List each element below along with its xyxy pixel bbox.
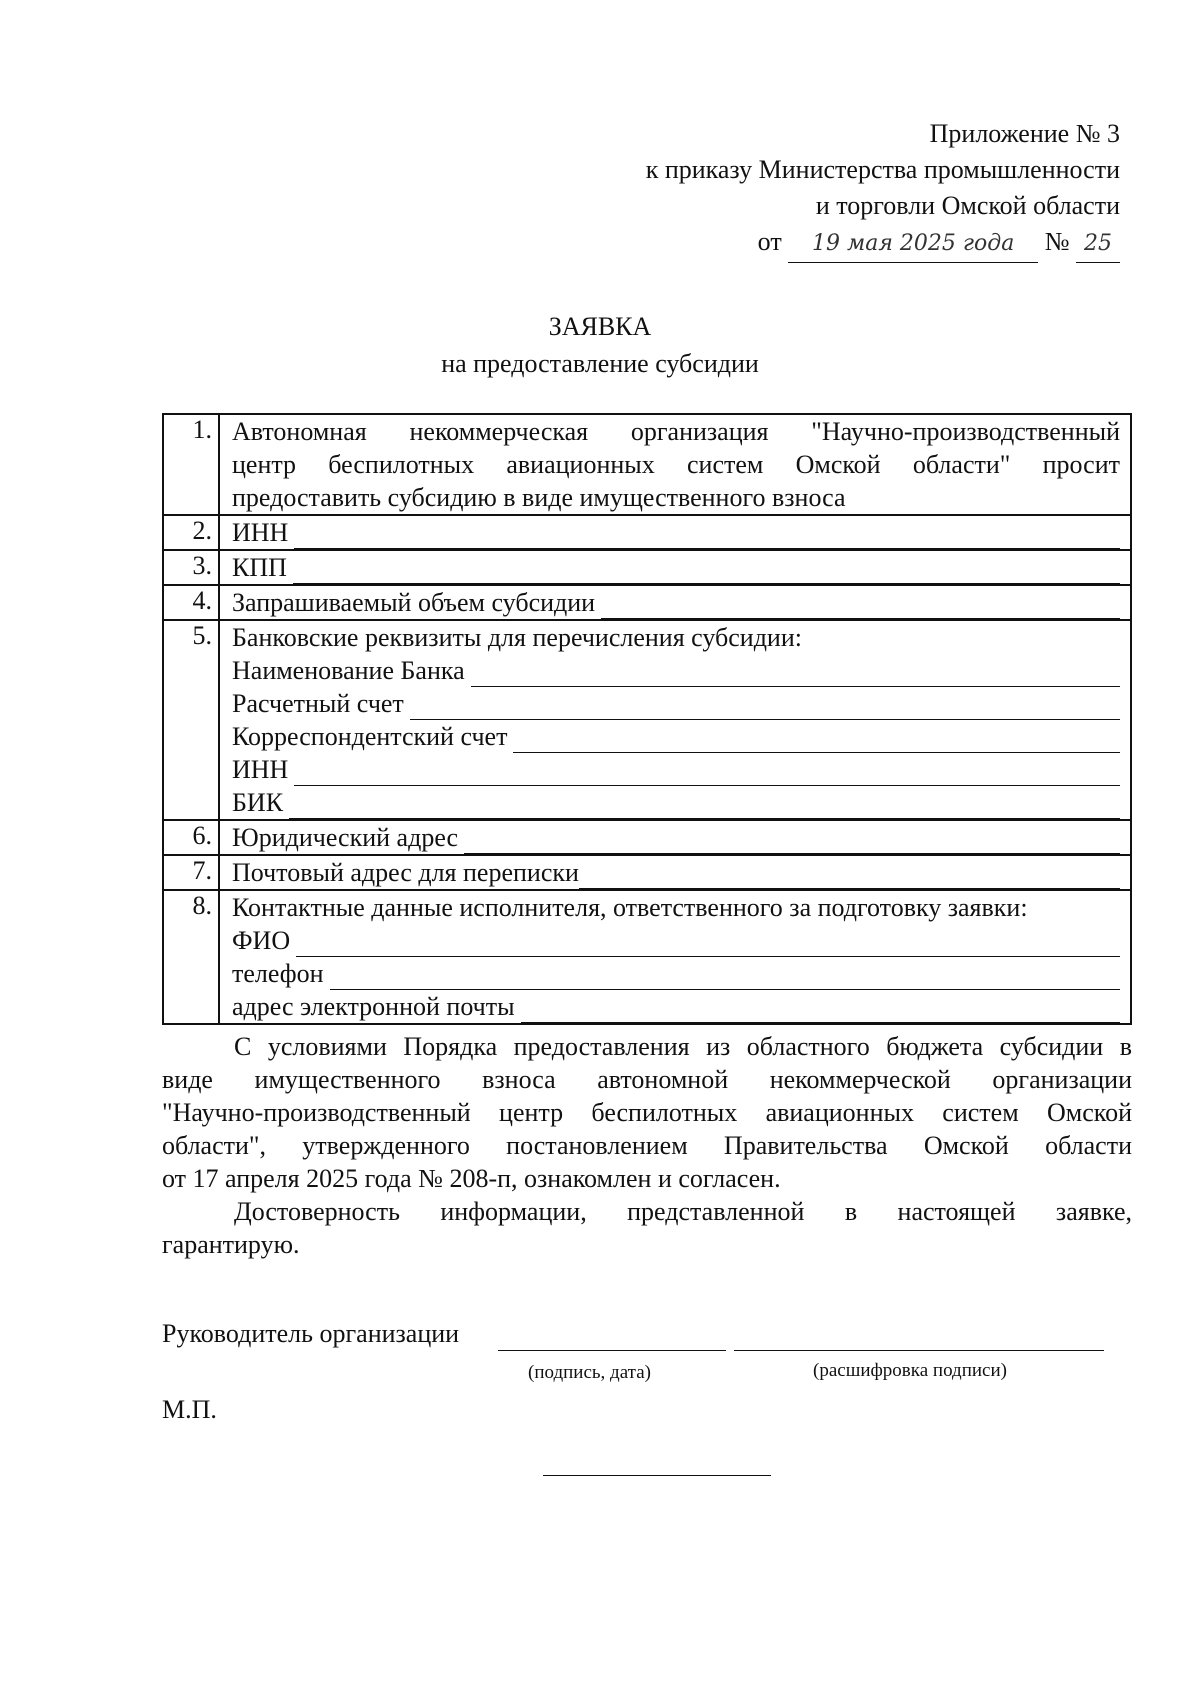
number-prefix: № — [1044, 227, 1070, 256]
form-row-2 — [163, 515, 1131, 550]
inn-field[interactable] — [294, 524, 1120, 549]
order-line-1: к приказу Министерства промышленности — [645, 155, 1120, 184]
legal-address-label: Юридический адрес — [232, 823, 459, 852]
contact-heading: Контактные данные исполнителя, ответственного за подготовку заявки: — [232, 893, 1028, 922]
decode-caption: (расшифровка подписи) — [813, 1360, 1007, 1381]
paragraph-line: Достоверность информации, представленной в настоящей заявке, — [234, 1197, 1132, 1226]
subsidy-amount-field[interactable] — [601, 594, 1120, 619]
stamp-place: М.П. — [162, 1395, 217, 1424]
paragraph-line: "Научно-производственный центр беспилотных авиационных систем Омской — [162, 1098, 1132, 1127]
row1-line3: предоставить субсидию в виде имущественного взноса — [232, 483, 846, 512]
signature-label: Руководитель организации — [162, 1319, 460, 1348]
legal-address-field[interactable] — [464, 829, 1120, 854]
fio-field[interactable] — [296, 932, 1120, 957]
form-row-7 — [163, 855, 1131, 890]
paragraph-line: от 17 апреля 2025 года № 208-п, ознакомлен и согласен. — [162, 1164, 781, 1193]
paragraph-line: гарантирую. — [162, 1230, 300, 1259]
appendix-header — [646, 116, 1120, 263]
closing-divider — [543, 1475, 771, 1476]
corr-account-label: Корреспондентский счет — [232, 722, 508, 751]
bank-name-field[interactable] — [471, 662, 1120, 687]
bank-inn-label: ИНН — [232, 755, 289, 784]
order-line-2: и торговли Омской области — [815, 191, 1120, 220]
handwritten-number: 25 — [1076, 226, 1120, 263]
document-subtitle: на предоставление субсидии — [441, 349, 759, 378]
paragraph-line: области", утвержденного постановлением Правительства Омской области — [162, 1131, 1132, 1160]
account-field[interactable] — [410, 695, 1120, 720]
kpp-field[interactable] — [293, 559, 1120, 584]
bank-details-heading: Банковские реквизиты для перечисления субсидии: — [232, 623, 802, 652]
row-number: 4. — [163, 585, 219, 620]
row-number: 8. — [163, 890, 219, 1024]
phone-field[interactable] — [330, 965, 1121, 990]
fio-label: ФИО — [232, 926, 291, 955]
bik-label: БИК — [232, 788, 284, 817]
appendix-title: Приложение № 3 — [929, 119, 1120, 148]
bank-inn-field[interactable] — [294, 761, 1120, 786]
row1-line1: Автономная некоммерческая организация "Научно-производственный — [232, 417, 1120, 446]
signature-field[interactable] — [498, 1350, 726, 1351]
signature-decode-field[interactable] — [734, 1350, 1104, 1351]
subsidy-amount-label: Запрашиваемый объем субсидии — [232, 588, 596, 617]
date-prefix: от — [757, 227, 782, 256]
bank-name-label: Наименование Банка — [232, 656, 465, 685]
inn-label: ИНН — [232, 518, 289, 547]
form-row-5 — [163, 620, 1131, 820]
corr-account-field[interactable] — [513, 728, 1120, 753]
kpp-label: КПП — [232, 553, 287, 582]
account-label: Расчетный счет — [232, 689, 404, 718]
handwritten-date: 19 мая 2025 года — [788, 226, 1038, 263]
form-row-4 — [163, 585, 1131, 620]
order-date-line — [646, 224, 1120, 263]
postal-address-field[interactable] — [579, 864, 1120, 889]
row-number: 6. — [163, 820, 219, 855]
form-row-3 — [163, 550, 1131, 585]
form-row-1 — [163, 414, 1131, 515]
consent-paragraph — [162, 1030, 1132, 1261]
paragraph-line: С условиями Порядка предоставления из областного бюджета субсидии в — [234, 1032, 1132, 1061]
email-field[interactable] — [521, 998, 1120, 1023]
row-number: 3. — [163, 550, 219, 585]
row-number: 2. — [163, 515, 219, 550]
bik-field[interactable] — [289, 794, 1120, 819]
postal-address-label: Почтовый адрес для переписки — [232, 858, 579, 887]
application-form-table — [162, 413, 1132, 1025]
form-row-6 — [163, 820, 1131, 855]
row-number: 7. — [163, 855, 219, 890]
signature-caption: (подпись, дата) — [528, 1362, 651, 1383]
form-row-8 — [163, 890, 1131, 1024]
row1-line2: центр беспилотных авиационных систем Омской области" просит — [232, 450, 1120, 479]
row-number: 5. — [163, 620, 219, 820]
phone-label: телефон — [232, 959, 324, 988]
email-label: адрес электронной почты — [232, 992, 515, 1021]
document-title: ЗАЯВКА — [548, 312, 652, 341]
row-number: 1. — [163, 414, 219, 515]
paragraph-line: виде имущественного взноса автономной некоммерческой организации — [162, 1065, 1132, 1094]
